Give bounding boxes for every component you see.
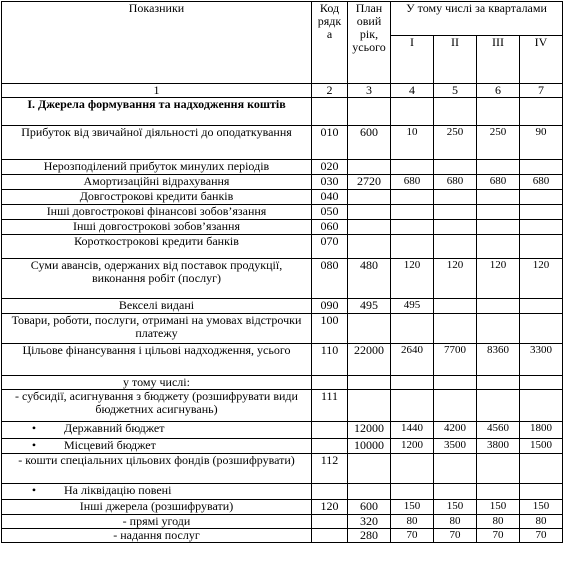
row-q4 — [520, 484, 563, 500]
empty-cell — [391, 98, 434, 126]
row-q2 — [434, 205, 477, 220]
row-name-bulleted — [2, 439, 312, 454]
table-row — [2, 190, 563, 205]
row-name: Місцевий бюджет — [64, 438, 156, 452]
empty-cell — [520, 98, 563, 126]
row-q2 — [434, 484, 477, 500]
row-year — [348, 235, 391, 259]
row-q1: 495 — [391, 299, 434, 314]
table-row — [2, 299, 563, 314]
row-year: 495 — [348, 299, 391, 314]
row-q2: 70 — [434, 529, 477, 543]
row-code — [312, 439, 348, 454]
empty-cell — [477, 98, 520, 126]
row-year — [348, 160, 391, 175]
row-name: Цільове фінансування і цільові надходження, усього — [2, 344, 312, 376]
row-q4 — [520, 190, 563, 205]
row-name: Нерозподілений прибуток минулих періодів — [2, 160, 312, 175]
row-q3 — [477, 235, 520, 259]
row-name: - надання послуг — [2, 529, 312, 543]
row-name: у тому числі: — [2, 376, 312, 390]
row-name: - субсидії, асигнування з бюджету (розшифрувати види бюджетних асигнувань) — [2, 390, 312, 422]
row-q4 — [520, 299, 563, 314]
row-q3 — [477, 390, 520, 422]
row-code: 010 — [312, 126, 348, 160]
row-q3 — [477, 205, 520, 220]
header-annual-plan: План овий рік, усього — [348, 2, 391, 84]
table-row — [2, 235, 563, 259]
row-code — [312, 515, 348, 529]
row-year: 600 — [348, 500, 391, 515]
header-quarter-3: III — [477, 36, 520, 84]
row-q3: 3800 — [477, 439, 520, 454]
header-line-code: Код рядк а — [312, 2, 348, 84]
row-year: 10000 — [348, 439, 391, 454]
row-name: Короткострокові кредити банків — [2, 235, 312, 259]
row-code: 040 — [312, 190, 348, 205]
header-row-1 — [2, 2, 563, 36]
header-quarter-4: IV — [520, 36, 563, 84]
row-year: 320 — [348, 515, 391, 529]
row-code: 111 — [312, 390, 348, 422]
row-code — [312, 529, 348, 543]
row-q1 — [391, 235, 434, 259]
row-code: 100 — [312, 314, 348, 344]
row-code: 020 — [312, 160, 348, 175]
row-q1: 1200 — [391, 439, 434, 454]
header-quarter-2: II — [434, 36, 477, 84]
table-row — [2, 344, 563, 376]
header-quarter-1: I — [391, 36, 434, 84]
row-q4 — [520, 205, 563, 220]
row-year: 2720 — [348, 175, 391, 190]
row-q4: 1500 — [520, 439, 563, 454]
row-year — [348, 454, 391, 484]
table-row — [2, 126, 563, 160]
row-q3: 250 — [477, 126, 520, 160]
row-code: 110 — [312, 344, 348, 376]
section-row — [2, 98, 563, 126]
row-q3: 70 — [477, 529, 520, 543]
row-q3: 150 — [477, 500, 520, 515]
row-q2: 3500 — [434, 439, 477, 454]
row-name: Інші джерела (розшифрувати) — [2, 500, 312, 515]
row-q1 — [391, 484, 434, 500]
row-q2: 7700 — [434, 344, 477, 376]
table-row — [2, 515, 563, 529]
row-code: 090 — [312, 299, 348, 314]
table-row — [2, 376, 563, 390]
row-q3 — [477, 484, 520, 500]
row-year — [348, 376, 391, 390]
table-row — [2, 314, 563, 344]
row-q4 — [520, 235, 563, 259]
row-q4: 120 — [520, 259, 563, 299]
row-code — [312, 484, 348, 500]
table-row — [2, 160, 563, 175]
row-name: Інші довгострокові фінансові зобов’язання — [2, 205, 312, 220]
column-number: 4 — [391, 84, 434, 98]
row-q1: 2640 — [391, 344, 434, 376]
row-name-bulleted — [2, 484, 312, 500]
table-row — [2, 220, 563, 235]
row-code: 060 — [312, 220, 348, 235]
row-q2 — [434, 299, 477, 314]
row-name: Товари, роботи, послуги, отримані на умовах відстрочки платежу — [2, 314, 312, 344]
row-q4: 90 — [520, 126, 563, 160]
row-q3 — [477, 190, 520, 205]
row-q3 — [477, 299, 520, 314]
empty-cell — [348, 98, 391, 126]
row-q1 — [391, 220, 434, 235]
row-name: Амортизаційні відрахування — [2, 175, 312, 190]
row-q2 — [434, 314, 477, 344]
row-name: Довгострокові кредити банків — [2, 190, 312, 205]
row-q3: 120 — [477, 259, 520, 299]
row-year — [348, 190, 391, 205]
table-row — [2, 500, 563, 515]
row-q1 — [391, 314, 434, 344]
row-name: - кошти спеціальних цільових фондів (розшифрувати) — [2, 454, 312, 484]
row-q3: 8360 — [477, 344, 520, 376]
column-number: 1 — [2, 84, 312, 98]
header-indicator: Показники — [2, 2, 312, 84]
column-number-row — [2, 84, 563, 98]
row-q4 — [520, 390, 563, 422]
row-name: Суми авансів, одержаних від поставок продукції, виконання робіт (послуг) — [2, 259, 312, 299]
column-number: 6 — [477, 84, 520, 98]
row-q1: 150 — [391, 500, 434, 515]
row-q2: 120 — [434, 259, 477, 299]
section-title: І. Джерела формування та надходження коштів — [2, 98, 312, 126]
table-row — [2, 390, 563, 422]
row-name: - прямі угоди — [2, 515, 312, 529]
bullet-icon: • — [31, 483, 37, 497]
row-code: 120 — [312, 500, 348, 515]
row-q4 — [520, 376, 563, 390]
row-q1: 70 — [391, 529, 434, 543]
row-q2 — [434, 190, 477, 205]
table-row — [2, 422, 563, 439]
row-q3 — [477, 376, 520, 390]
row-q2 — [434, 235, 477, 259]
row-q1 — [391, 454, 434, 484]
row-year — [348, 484, 391, 500]
row-q3: 4560 — [477, 422, 520, 439]
row-name: Інші довгострокові зобов’язання — [2, 220, 312, 235]
row-q2 — [434, 390, 477, 422]
financial-plan-table — [1, 1, 563, 543]
row-code: 080 — [312, 259, 348, 299]
row-code: 030 — [312, 175, 348, 190]
row-q3 — [477, 314, 520, 344]
row-q1 — [391, 376, 434, 390]
row-code — [312, 376, 348, 390]
row-code: 070 — [312, 235, 348, 259]
row-q3: 80 — [477, 515, 520, 529]
column-number: 2 — [312, 84, 348, 98]
table-row — [2, 175, 563, 190]
empty-cell — [434, 98, 477, 126]
row-year: 480 — [348, 259, 391, 299]
row-name: На ліквідацію повені — [64, 483, 172, 497]
row-q2: 4200 — [434, 422, 477, 439]
row-q1 — [391, 160, 434, 175]
row-q2 — [434, 454, 477, 484]
row-name: Прибуток від звичайної діяльності до оподаткування — [2, 126, 312, 160]
row-q4: 80 — [520, 515, 563, 529]
row-q4: 3300 — [520, 344, 563, 376]
row-q3 — [477, 454, 520, 484]
row-q1: 10 — [391, 126, 434, 160]
row-q1: 120 — [391, 259, 434, 299]
table-row — [2, 454, 563, 484]
empty-cell — [312, 98, 348, 126]
row-q1: 680 — [391, 175, 434, 190]
column-number: 5 — [434, 84, 477, 98]
row-year: 600 — [348, 126, 391, 160]
row-q4: 70 — [520, 529, 563, 543]
row-q4 — [520, 454, 563, 484]
row-q4: 1800 — [520, 422, 563, 439]
row-q3: 680 — [477, 175, 520, 190]
row-q3 — [477, 160, 520, 175]
row-name-bulleted — [2, 422, 312, 439]
row-q2: 80 — [434, 515, 477, 529]
row-q1 — [391, 205, 434, 220]
row-q2 — [434, 376, 477, 390]
row-name: Державний бюджет — [64, 421, 165, 435]
row-q1 — [391, 390, 434, 422]
row-year — [348, 390, 391, 422]
row-q3 — [477, 220, 520, 235]
bullet-icon: • — [31, 421, 37, 435]
row-q4: 150 — [520, 500, 563, 515]
bullet-icon: • — [31, 438, 37, 452]
row-name: Векселі видані — [2, 299, 312, 314]
row-year — [348, 205, 391, 220]
table-row — [2, 259, 563, 299]
row-year — [348, 220, 391, 235]
row-q1 — [391, 190, 434, 205]
row-q2: 250 — [434, 126, 477, 160]
row-q2 — [434, 220, 477, 235]
row-q4 — [520, 314, 563, 344]
column-number: 3 — [348, 84, 391, 98]
row-code: 050 — [312, 205, 348, 220]
row-code: 112 — [312, 454, 348, 484]
row-year: 22000 — [348, 344, 391, 376]
table-row — [2, 439, 563, 454]
row-year: 280 — [348, 529, 391, 543]
row-q1: 80 — [391, 515, 434, 529]
table-row — [2, 205, 563, 220]
row-q2: 150 — [434, 500, 477, 515]
row-q4 — [520, 160, 563, 175]
row-code — [312, 422, 348, 439]
table-row — [2, 529, 563, 543]
header-quarters-group: У тому числі за кварталами — [391, 2, 563, 36]
table-row — [2, 484, 563, 500]
row-q2 — [434, 160, 477, 175]
row-year: 12000 — [348, 422, 391, 439]
row-year — [348, 314, 391, 344]
row-q4: 680 — [520, 175, 563, 190]
row-q2: 680 — [434, 175, 477, 190]
row-q4 — [520, 220, 563, 235]
row-q1: 1440 — [391, 422, 434, 439]
column-number: 7 — [520, 84, 563, 98]
